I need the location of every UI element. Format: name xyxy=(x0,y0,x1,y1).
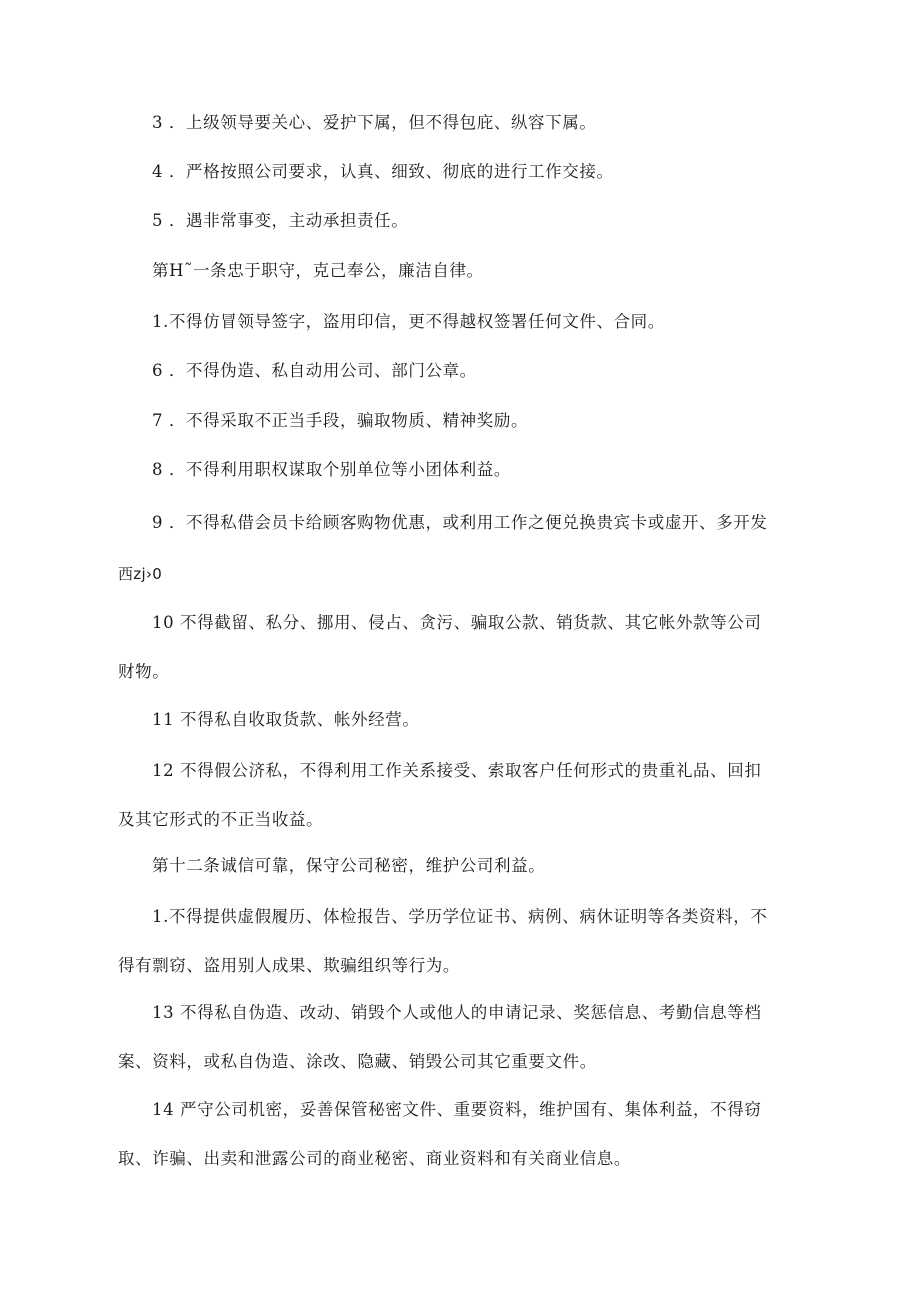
paragraph-item-10: 10 不得截留、私分、挪用、侵占、贪污、骗取公款、销货款、其它帐外款等公司财物。 xyxy=(118,613,762,681)
paragraph-item-13: 13 不得私自伪造、改动、销毁个人或他人的申请记录、奖惩信息、考勤信息等档案、资料，或私自伪造、涂改、隐藏、销毁公司其它重要文件。 xyxy=(118,1003,762,1071)
paragraph-item-1b: 1.不得提供虚假履历、体检报告、学历学位证书、病例、病休证明等各类资料，不得有剽窃、盗用别人成果、欺骗组织等行为。 xyxy=(118,907,768,975)
article-12-heading: 第十二条诚信可靠，保守公司秘密，维护公司利益。 xyxy=(152,856,546,875)
paragraph-item-8: 8 ．不得利用职权谋取个别单位等小团体利益。 xyxy=(152,460,511,479)
article-11-heading: 第H˜一条忠于职守，克己奉公，廉洁自律。 xyxy=(152,261,484,280)
paragraph-item-5: 5 ．遇非常事变，主动承担责任。 xyxy=(152,211,409,230)
paragraph-item-4: 4 ．严格按照公司要求，认真、细致、彻底的进行工作交接。 xyxy=(152,162,614,181)
paragraph-item-7: 7 ．不得采取不正当手段，骗取物质、精神奖励。 xyxy=(152,411,529,430)
paragraph-item-14: 14 严守公司机密，妥善保管秘密文件、重要资料，维护国有、集体利益，不得窃取、诈骗、出卖和泄露公司的商业秘密、商业资料和有关商业信息。 xyxy=(118,1100,762,1168)
paragraph-item-12: 12 不得假公济私，不得利用工作关系接受、索取客户任何形式的贵重礼品、回扣及其它形式的不正当收益。 xyxy=(118,761,762,829)
paragraph-item-1a: 1.不得仿冒领导签字，盗用印信，更不得越权签署任何文件、合同。 xyxy=(152,312,665,331)
paragraph-item-9-continuation: 西zj›0 xyxy=(118,565,163,583)
paragraph-item-6: 6 ．不得伪造、私自动用公司、部门公章。 xyxy=(152,361,477,380)
paragraph-item-3: 3 ．上级领导要关心、爱护下属，但不得包庇、纵容下属。 xyxy=(152,113,597,132)
paragraph-item-9: 9 ．不得私借会员卡给顾客购物优惠，或利用工作之便兑换贵宾卡或虚开、多开发 xyxy=(152,513,768,532)
paragraph-item-11: 11 不得私自收取货款、帐外经营。 xyxy=(152,710,420,729)
